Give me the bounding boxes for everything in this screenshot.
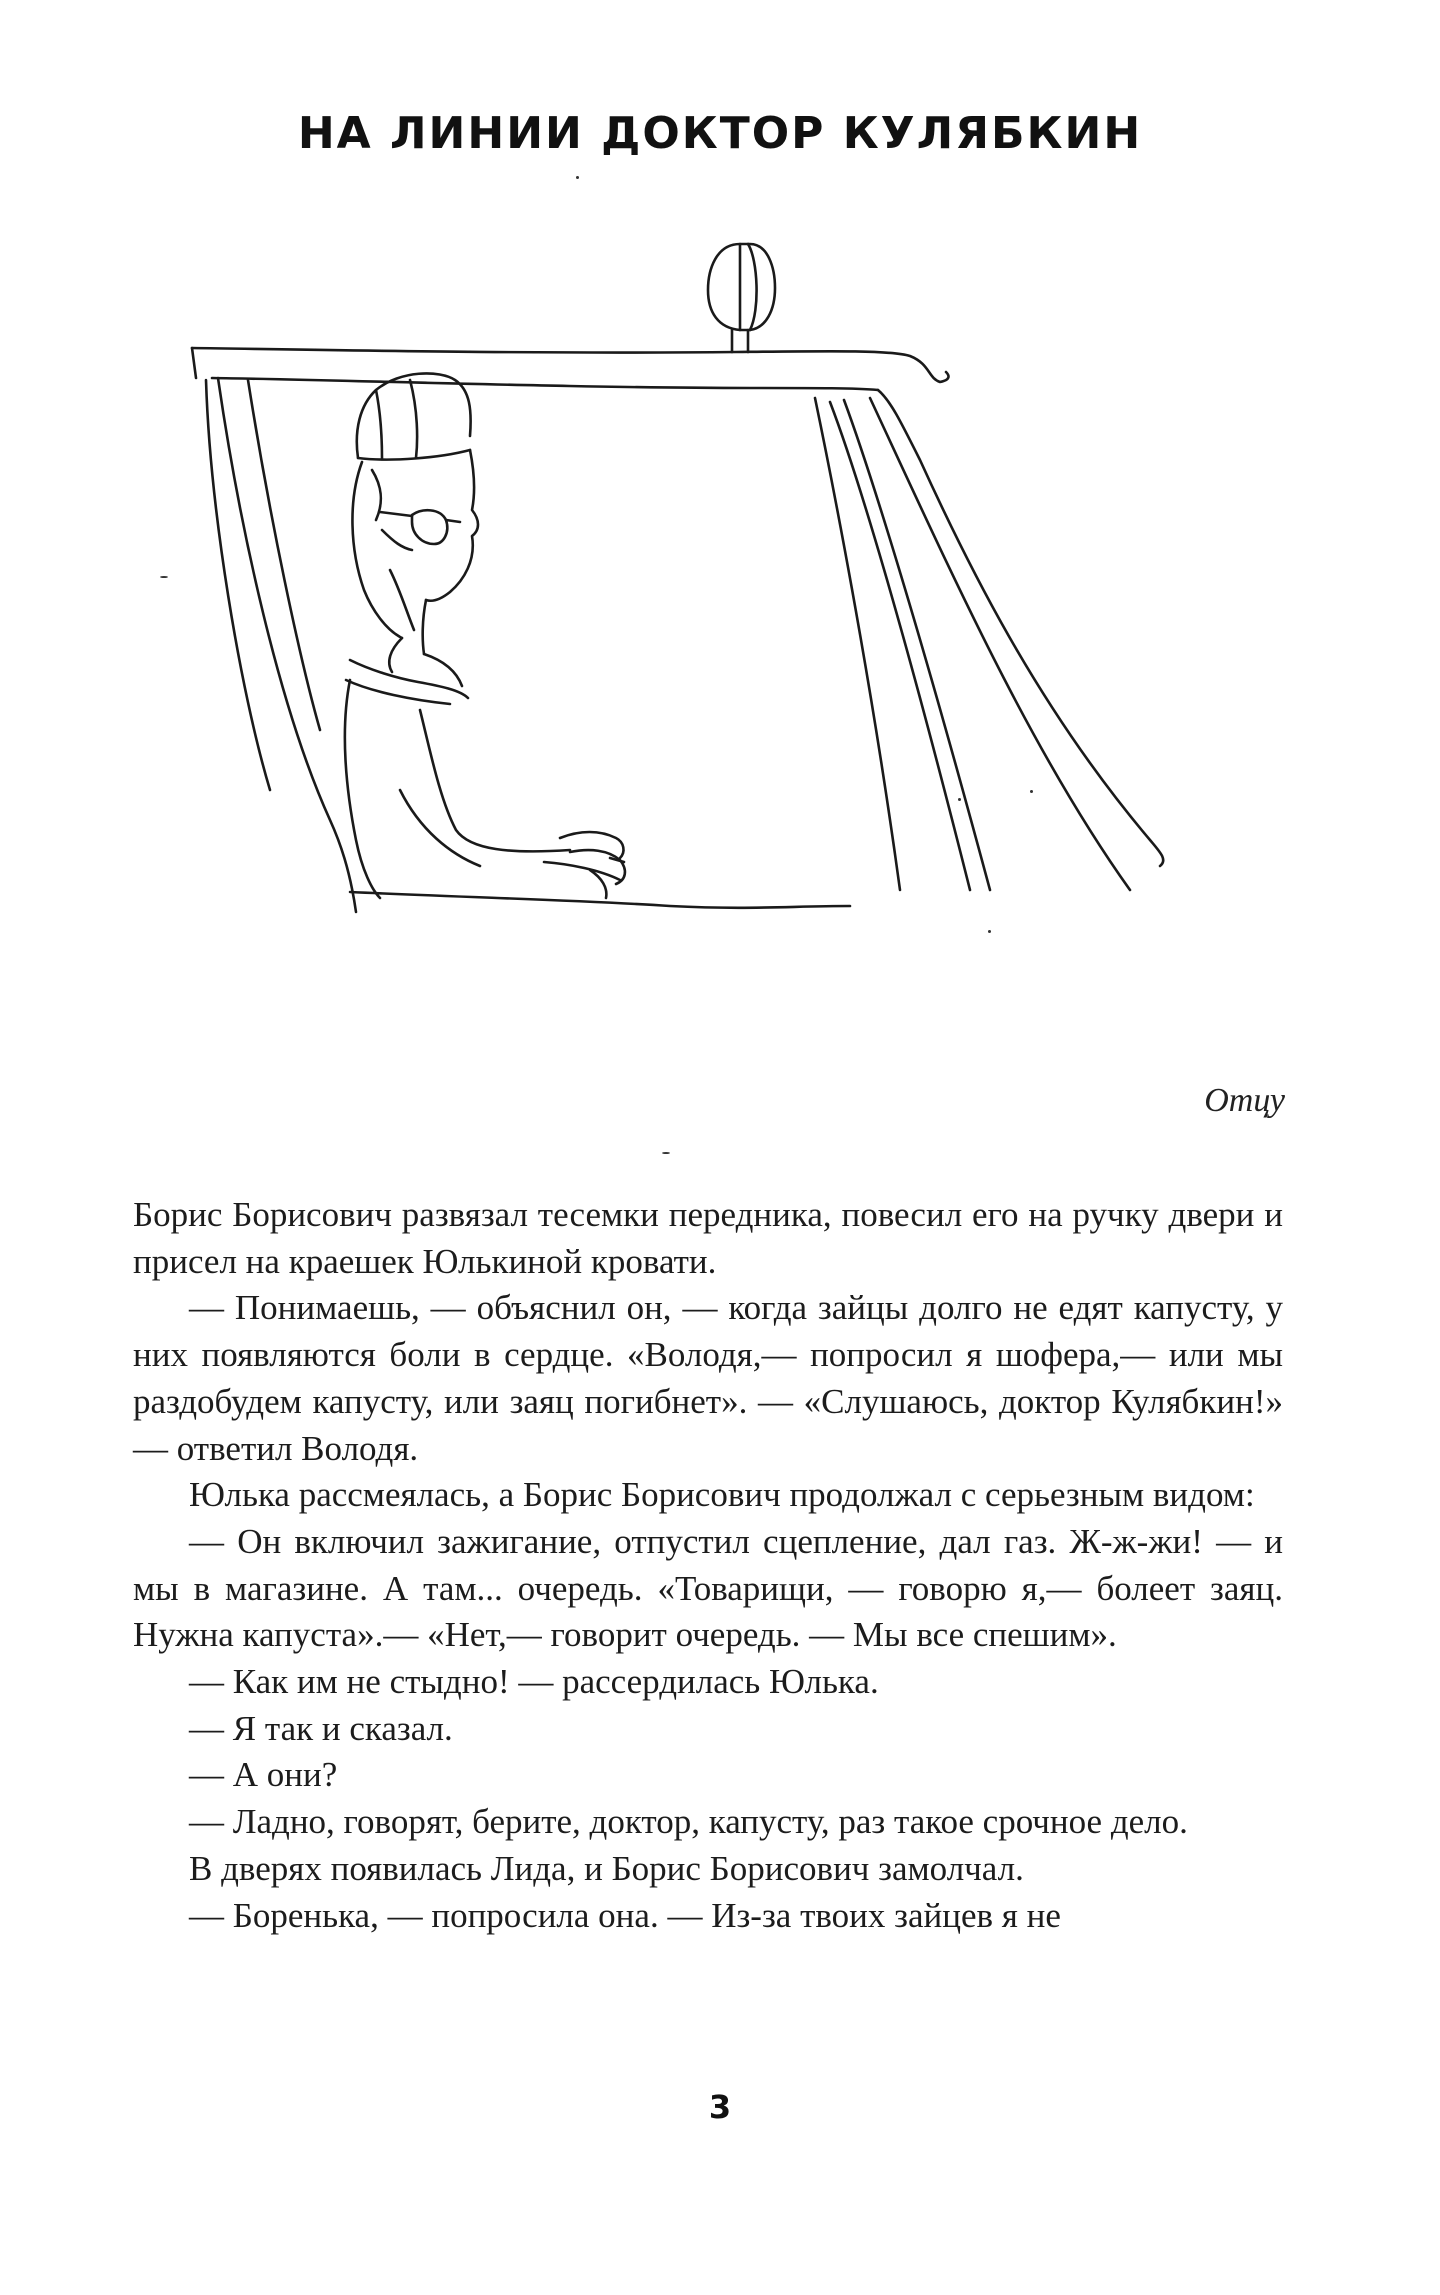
print-speck: [958, 798, 961, 801]
dedication: Отцу: [1204, 1082, 1285, 1119]
paragraph: Юлька рассмеялась, а Борис Борисович продолжал с серьезным видом:: [189, 1475, 1255, 1515]
paragraph: — А они?: [189, 1755, 338, 1795]
story-text: [133, 1192, 1283, 1939]
paragraph: В дверях появилась Лида, и Борис Борисович замолчал.: [189, 1848, 1024, 1888]
roof-beacon-icon: [708, 244, 775, 352]
print-speck: [160, 576, 168, 578]
paragraph: — Он включил зажигание, отпустил сцепление, дал газ. Ж-ж-жи! — и мы в магазине. А там... очередь. «Товарищи, — говорю я,— болеет заяц. Нужна капуста».— «Нет,— говорит очередь. — Мы все спешим».: [133, 1521, 1283, 1655]
paragraph: Борис Борисович развязал тесемки передника, повесил его на ручку двери и присел на краешек Юлькиной кровати.: [133, 1195, 1283, 1281]
paragraph: — Боренька, — попросила она. — Из-за твоих зайцев я не: [189, 1895, 1061, 1935]
print-speck: [1030, 790, 1033, 793]
print-speck: [576, 176, 579, 179]
paragraph: — Я так и сказал.: [189, 1708, 453, 1748]
illustration-doctor-in-car: [150, 230, 1250, 1010]
paragraph: — Понимаешь, — объяснил он, — когда зайцы долго не едят капусту, у них появляются боли в сердце. «Володя,— попросил я шофера,— или мы раздобудем капусту, или заяц погибнет». — «Слушаюсь, доктор Кулябкин!» — ответил Володя.: [133, 1288, 1283, 1468]
paragraph: — Как им не стыдно! — рассердилась Юлька.: [189, 1662, 879, 1702]
print-speck: [662, 1152, 670, 1154]
chapter-title: НА ЛИНИИ ДОКТОР КУЛЯБКИН: [297, 108, 1143, 159]
paragraph: — Ладно, говорят, берите, доктор, капусту, раз такое срочное дело.: [189, 1802, 1188, 1842]
print-speck: [988, 930, 991, 933]
page-number: 3: [708, 2088, 732, 2126]
